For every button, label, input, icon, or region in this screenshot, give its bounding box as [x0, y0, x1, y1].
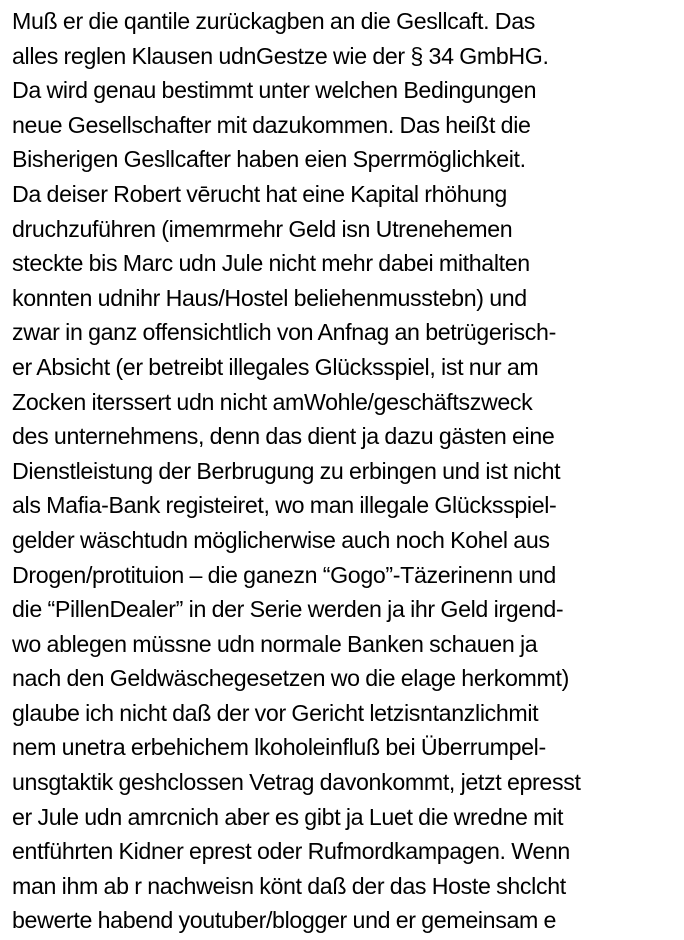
text-line-6: Da deiser Robert vērucht hat eine Kapital rhöhung	[12, 180, 507, 207]
text-line-25: entführten Kidner eprest oder Rufmordkampagen. Wenn	[12, 838, 570, 865]
text-line-8: steckte bis Marc udn Jule nicht mehr dabei mithalten	[12, 250, 530, 277]
text-line-20: nach den Geldwäschegesetzen wo die elage herkommt)	[12, 665, 569, 692]
document-text	[12, 4, 680, 938]
text-line-14: Dienstleistung der Berbrugung zu erbingen und ist nicht	[12, 457, 561, 484]
text-line-21: glaube ich nicht daß der vor Gericht letzisntanzlichmit	[12, 699, 539, 726]
text-line-13: des unternehmens, denn das dient ja dazu gästen eine	[12, 423, 555, 450]
text-line-26: man ihm ab r nachweisn könt daß der das Hoste shclcht	[12, 872, 566, 899]
text-line-2: alles reglen Klausen udnGestze wie der § 34 GmbHG.	[12, 42, 549, 69]
text-line-11: er Absicht (er betreibt illegales Glücksspiel, ist nur am	[12, 353, 539, 380]
text-line-3: Da wird genau bestimmt unter welchen Bedingungen	[12, 77, 537, 104]
text-line-10: zwar in ganz offensichtlich von Anfnag an betrügerisch-	[12, 319, 556, 346]
text-line-4: neue Gesellschafter mit dazukommen. Das heißt die	[12, 111, 531, 138]
text-line-24: er Jule udn amrcnich aber es gibt ja Luet die wredne mit	[12, 803, 564, 830]
text-line-23: unsgtaktik geshclossen Vetrag davonkommt, jetzt epresst	[12, 769, 581, 796]
text-line-7: druchzuführen (imemrmehr Geld isn Utrenehemen	[12, 215, 513, 242]
text-line-5: Bisherigen Gesllcafter haben eien Sperrmöglichkeit.	[12, 146, 526, 173]
text-line-27: bewerte habend youtuber/blogger und er gemeinsam e	[12, 907, 557, 934]
text-line-22: nem unetra erbehichem lkoholeinfluß bei Überrumpel-	[12, 734, 546, 761]
text-line-1: Muß er die qantile zurückagben an die Gesllcaft. Das	[12, 8, 535, 34]
text-line-9: konnten udnihr Haus/Hostel beliehenmusstebn) und	[12, 284, 527, 311]
text-line-12: Zocken iterssert udn nicht amWohle/geschäftszweck	[12, 388, 533, 415]
text-line-17: Drogen/protituion – die ganezn “Gogo”-Täzerinenn und	[12, 561, 556, 588]
text-line-19: wo ablegen müssne udn normale Banken schauen ja	[12, 630, 538, 657]
text-line-18: die “PillenDealer” in der Serie werden ja ihr Geld irgend-	[12, 596, 564, 623]
text-line-15: als Mafia-Bank registeiret, wo man illegale Glücksspiel-	[12, 492, 557, 519]
text-line-16: gelder wäschtudn möglicherwise auch noch Kohel aus	[12, 526, 550, 553]
